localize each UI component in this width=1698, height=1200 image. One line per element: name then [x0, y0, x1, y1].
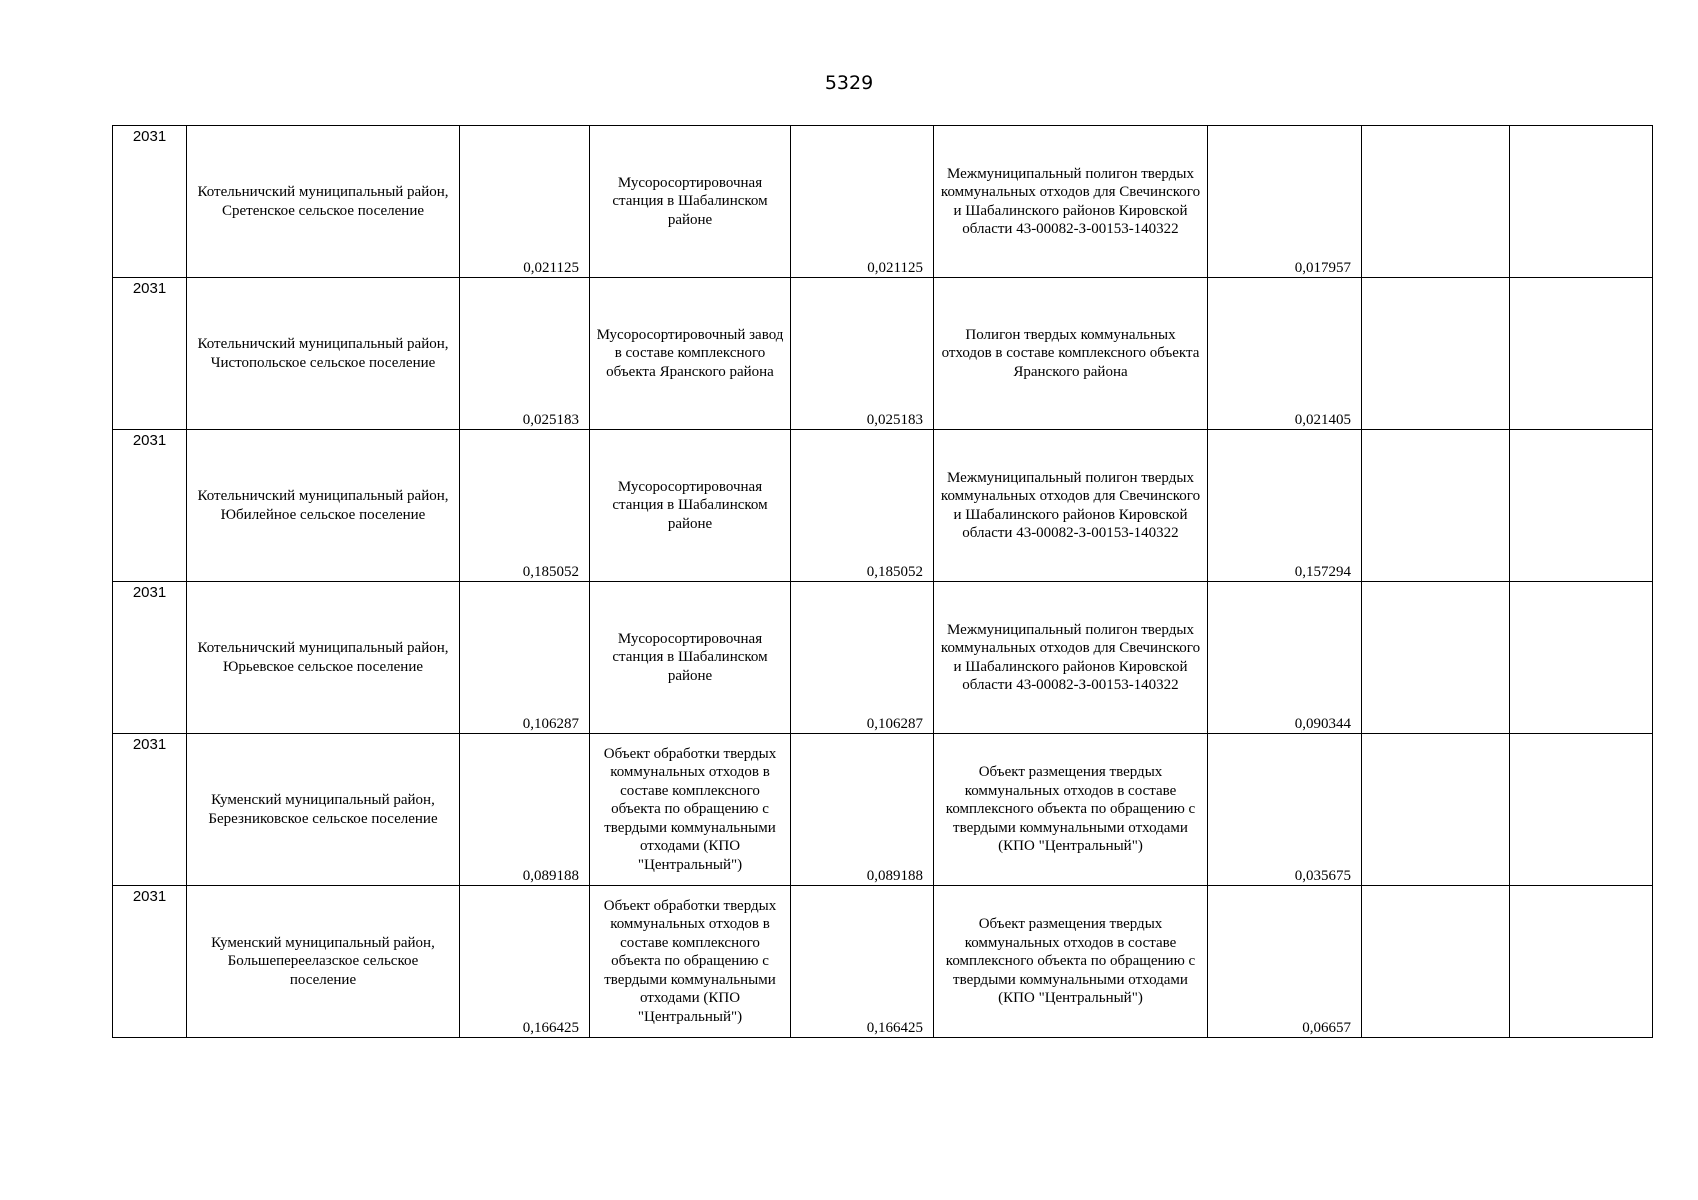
volume-2-cell: 0,106287 — [791, 582, 934, 734]
waste-flow-table — [112, 125, 1653, 1038]
year-cell: 2031 — [113, 430, 187, 582]
volume-3-cell: 0,06657 — [1208, 886, 1362, 1038]
table-row — [113, 278, 1653, 430]
table-row — [113, 430, 1653, 582]
empty-cell — [1362, 126, 1510, 278]
empty-cell — [1510, 886, 1653, 1038]
table-row — [113, 886, 1653, 1038]
table-row — [113, 734, 1653, 886]
volume-1-cell: 0,025183 — [460, 278, 590, 430]
volume-3-cell: 0,090344 — [1208, 582, 1362, 734]
territory-cell: Котельничский муниципальный район, Чистопольское сельское поселение — [187, 278, 460, 430]
volume-1-cell: 0,089188 — [460, 734, 590, 886]
volume-2-cell: 0,166425 — [791, 886, 934, 1038]
territory-cell: Котельничский муниципальный район, Юбилейное сельское поселение — [187, 430, 460, 582]
year-cell: 2031 — [113, 886, 187, 1038]
volume-1-cell: 0,185052 — [460, 430, 590, 582]
page-number: 5329 — [824, 72, 874, 94]
year-cell: 2031 — [113, 126, 187, 278]
empty-cell — [1362, 734, 1510, 886]
empty-cell — [1362, 430, 1510, 582]
territory-cell: Котельничский муниципальный район, Юрьевское сельское поселение — [187, 582, 460, 734]
volume-2-cell: 0,021125 — [791, 126, 934, 278]
empty-cell — [1510, 430, 1653, 582]
territory-cell: Котельничский муниципальный район, Сретенское сельское поселение — [187, 126, 460, 278]
empty-cell — [1510, 278, 1653, 430]
territory-cell: Куменский муниципальный район, Березниковское сельское поселение — [187, 734, 460, 886]
table-body — [113, 126, 1653, 1038]
processing-object-cell: Мусоросортировочная станция в Шабалинском районе — [590, 126, 791, 278]
volume-3-cell: 0,021405 — [1208, 278, 1362, 430]
year-cell: 2031 — [113, 582, 187, 734]
volume-1-cell: 0,106287 — [460, 582, 590, 734]
table-row — [113, 582, 1653, 734]
empty-cell — [1510, 582, 1653, 734]
volume-3-cell: 0,035675 — [1208, 734, 1362, 886]
disposal-object-cell: Полигон твердых коммунальных отходов в составе комплексного объекта Яранского района — [934, 278, 1208, 430]
processing-object-cell: Мусоросортировочный завод в составе комплексного объекта Яранского района — [590, 278, 791, 430]
empty-cell — [1362, 886, 1510, 1038]
year-cell: 2031 — [113, 734, 187, 886]
processing-object-cell: Объект обработки твердых коммунальных отходов в составе комплексного объекта по обращению с твердыми коммунальными отходами (КПО "Центральный") — [590, 886, 791, 1038]
disposal-object-cell: Межмуниципальный полигон твердых коммунальных отходов для Свечинского и Шабалинского районов Кировской области 43-00082-З-00153-140322 — [934, 126, 1208, 278]
year-cell: 2031 — [113, 278, 187, 430]
volume-1-cell: 0,166425 — [460, 886, 590, 1038]
empty-cell — [1510, 126, 1653, 278]
disposal-object-cell: Межмуниципальный полигон твердых коммунальных отходов для Свечинского и Шабалинского районов Кировской области 43-00082-З-00153-140322 — [934, 582, 1208, 734]
volume-2-cell: 0,089188 — [791, 734, 934, 886]
disposal-object-cell: Объект размещения твердых коммунальных отходов в составе комплексного объекта по обращению с твердыми коммунальными отходами (КПО "Центральный") — [934, 734, 1208, 886]
disposal-object-cell: Объект размещения твердых коммунальных отходов в составе комплексного объекта по обращению с твердыми коммунальными отходами (КПО "Центральный") — [934, 886, 1208, 1038]
processing-object-cell: Объект обработки твердых коммунальных отходов в составе комплексного объекта по обращению с твердыми коммунальными отходами (КПО "Центральный") — [590, 734, 791, 886]
table-row — [113, 126, 1653, 278]
territory-cell: Куменский муниципальный район, Большепереелазское сельское поселение — [187, 886, 460, 1038]
volume-2-cell: 0,025183 — [791, 278, 934, 430]
volume-3-cell: 0,017957 — [1208, 126, 1362, 278]
empty-cell — [1362, 582, 1510, 734]
volume-3-cell: 0,157294 — [1208, 430, 1362, 582]
processing-object-cell: Мусоросортировочная станция в Шабалинском районе — [590, 582, 791, 734]
disposal-object-cell: Межмуниципальный полигон твердых коммунальных отходов для Свечинского и Шабалинского районов Кировской области 43-00082-З-00153-140322 — [934, 430, 1208, 582]
volume-2-cell: 0,185052 — [791, 430, 934, 582]
processing-object-cell: Мусоросортировочная станция в Шабалинском районе — [590, 430, 791, 582]
empty-cell — [1510, 734, 1653, 886]
volume-1-cell: 0,021125 — [460, 126, 590, 278]
empty-cell — [1362, 278, 1510, 430]
